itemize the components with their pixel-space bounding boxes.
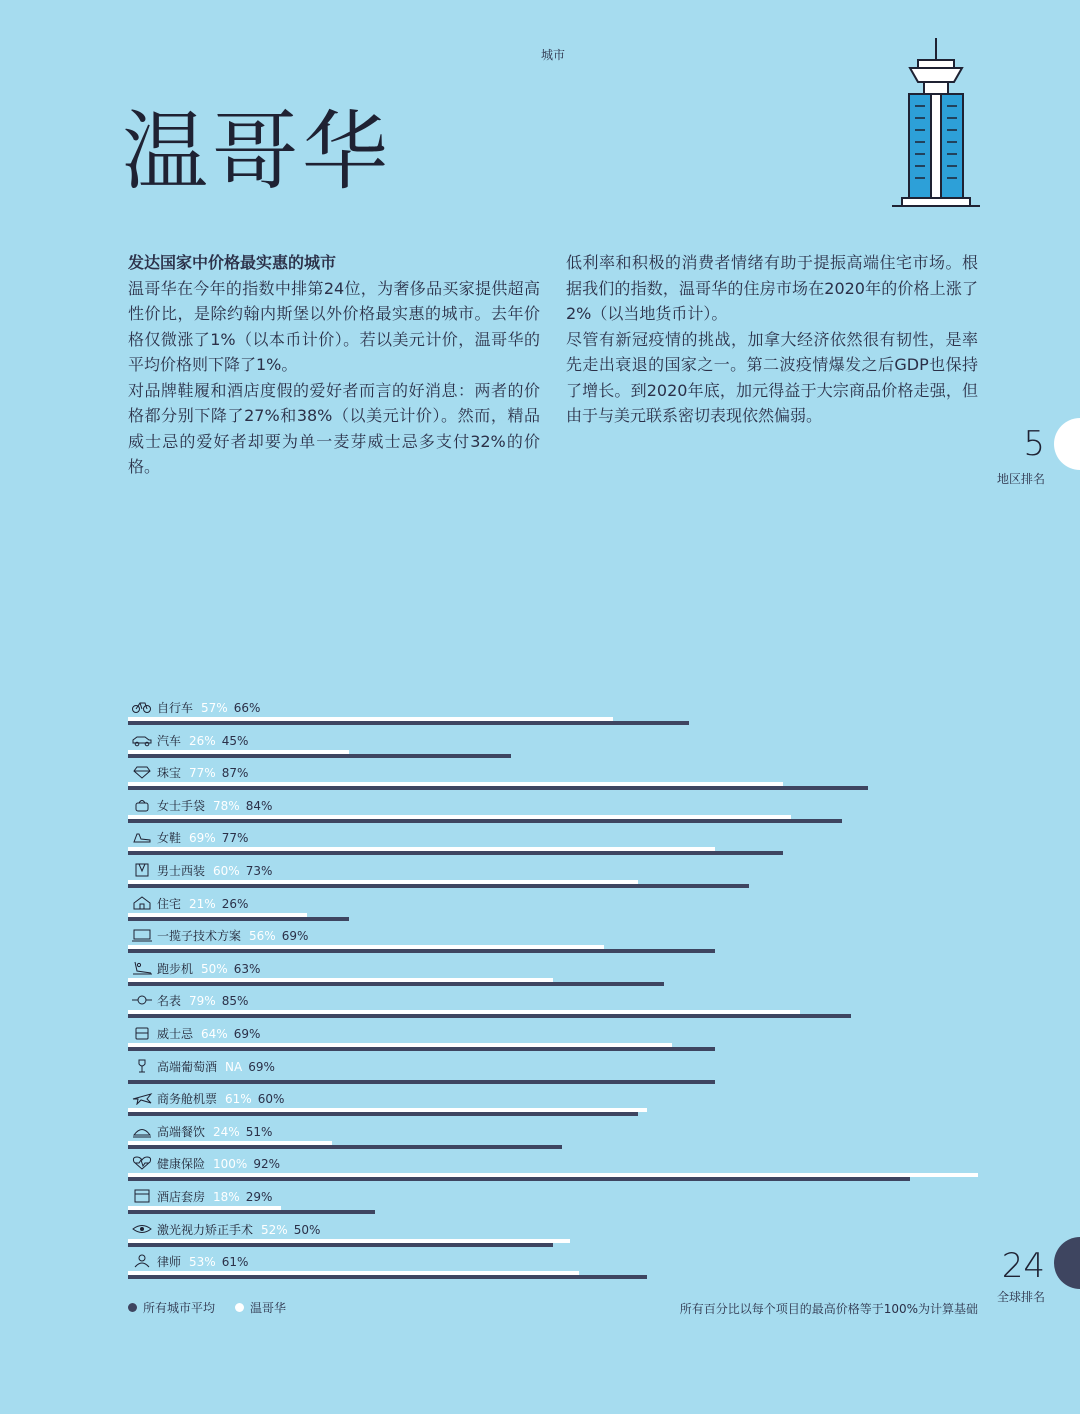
handbag-icon bbox=[131, 798, 153, 812]
chart-row bbox=[0, 983, 1080, 1015]
row-label-group bbox=[157, 1253, 248, 1270]
category-label: 男士西装 bbox=[157, 864, 206, 878]
average-value-label: 69% bbox=[233, 1027, 261, 1041]
chart-footnote: 所有百分比以每个项目的最高价格等于100%为计算基础 bbox=[679, 1302, 978, 1316]
legend-swatch-average bbox=[128, 1303, 137, 1312]
city-title: 温哥华 bbox=[122, 102, 392, 202]
category-label: 跑步机 bbox=[157, 961, 194, 976]
bicycle-icon bbox=[131, 700, 153, 714]
vancouver-tower-illustration bbox=[888, 38, 984, 210]
wine-glass-icon bbox=[131, 1059, 153, 1073]
city-value-label: 69% bbox=[189, 831, 216, 846]
chart-row bbox=[0, 1016, 1080, 1048]
article-paragraph: 低利率和积极的消费者情绪有助于提振高端住宅市场。根据我们的指数，温哥华的住房市场在2020年的价格上涨了2%（以当地货币计）。 bbox=[566, 253, 978, 323]
city-value-label: 56% bbox=[249, 929, 276, 944]
treadmill-icon bbox=[131, 961, 153, 975]
average-value-label: 69% bbox=[281, 929, 309, 944]
category-label: 女鞋 bbox=[157, 831, 182, 846]
average-value-label: 69% bbox=[248, 1059, 275, 1074]
category-label: 高端餐饮 bbox=[157, 1124, 206, 1139]
chart-row bbox=[0, 1212, 1080, 1244]
car-icon bbox=[131, 733, 153, 747]
laser-eye-icon bbox=[131, 1222, 153, 1236]
row-label-group bbox=[157, 895, 248, 912]
laptop-icon bbox=[131, 928, 153, 942]
chart-row bbox=[0, 1244, 1080, 1276]
heel-shoe-icon bbox=[131, 830, 153, 844]
city-value-label: 57% bbox=[201, 701, 228, 715]
average-value-label: 50% bbox=[293, 1222, 321, 1237]
row-label-group bbox=[157, 1058, 275, 1075]
chart-row bbox=[0, 1081, 1080, 1113]
dining-icon bbox=[131, 1124, 153, 1138]
city-value-label: 52% bbox=[261, 1222, 288, 1237]
region-rank-value: 5 bbox=[1023, 424, 1045, 464]
row-label-group bbox=[157, 797, 272, 814]
chart-row bbox=[0, 951, 1080, 983]
price-comparison-bar-chart bbox=[0, 690, 1080, 1290]
category-label: 商务舱机票 bbox=[157, 1092, 218, 1107]
city-value-label: 64% bbox=[201, 1027, 228, 1041]
chart-row bbox=[0, 1049, 1080, 1081]
row-label-group bbox=[157, 1025, 260, 1042]
chart-legend bbox=[128, 1299, 286, 1316]
row-label-group bbox=[157, 927, 308, 944]
average-value-label: 51% bbox=[245, 1124, 273, 1139]
row-label-group bbox=[157, 960, 260, 977]
city-value-label: 53% bbox=[189, 1255, 216, 1270]
average-value-label: 45% bbox=[221, 733, 249, 748]
city-value-label: 24% bbox=[213, 1124, 240, 1139]
article-right-column bbox=[566, 250, 978, 429]
city-value-label: 79% bbox=[189, 994, 216, 1009]
average-value-label: 92% bbox=[253, 1157, 280, 1172]
article-paragraph: 尽管有新冠疫情的挑战，加拿大经济依然很有韧性，是率先走出衰退的国家之一。第二波疫情爆发之后GDP也保持了增长。到2020年底，加元得益于大宗商品价格走强，但由于与美元联系密切表现依然偏弱。 bbox=[566, 329, 978, 425]
category-label: 律师 bbox=[157, 1255, 182, 1270]
category-label: 高端葡萄酒 bbox=[157, 1059, 218, 1074]
average-value-label: 84% bbox=[245, 798, 273, 813]
legend-item-city bbox=[235, 1299, 286, 1316]
average-value-label: 73% bbox=[245, 864, 273, 878]
chart-row bbox=[0, 820, 1080, 852]
average-value-label: 29% bbox=[245, 1190, 273, 1204]
average-value-label: 85% bbox=[221, 994, 249, 1009]
category-label: 珠宝 bbox=[157, 766, 182, 781]
city-value-label: 50% bbox=[201, 961, 228, 976]
city-value-label: 78% bbox=[213, 798, 240, 813]
category-label: 汽车 bbox=[157, 733, 182, 748]
city-value-label: 100% bbox=[213, 1157, 248, 1172]
row-label-group bbox=[157, 1188, 272, 1205]
average-value-label: 87% bbox=[221, 766, 249, 781]
city-value-label: 26% bbox=[189, 733, 216, 748]
house-icon bbox=[131, 896, 153, 910]
lawyer-icon bbox=[131, 1254, 153, 1268]
row-label-group bbox=[157, 699, 260, 716]
average-value-label: 77% bbox=[221, 831, 249, 846]
category-label: 一揽子技术方案 bbox=[157, 929, 242, 944]
chart-row bbox=[0, 853, 1080, 885]
row-label-group bbox=[157, 1221, 320, 1238]
average-value-label: 63% bbox=[233, 961, 261, 976]
chart-row bbox=[0, 755, 1080, 787]
category-label: 酒店套房 bbox=[157, 1190, 206, 1204]
category-label: 激光视力矫正手术 bbox=[157, 1222, 254, 1237]
row-label-group bbox=[157, 1090, 284, 1107]
chart-row bbox=[0, 690, 1080, 722]
chart-row bbox=[0, 918, 1080, 950]
legend-item-average bbox=[128, 1299, 215, 1316]
airplane-icon bbox=[131, 1091, 153, 1105]
category-label: 女士手袋 bbox=[157, 798, 206, 813]
city-value-label: 18% bbox=[213, 1190, 240, 1204]
category-label: 威士忌 bbox=[157, 1027, 194, 1041]
global-rank-caption: 全球排名 bbox=[996, 1290, 1045, 1304]
row-label-group bbox=[157, 992, 248, 1009]
average-value-label: 26% bbox=[221, 896, 249, 911]
legend-label-average: 所有城市平均 bbox=[143, 1301, 216, 1315]
average-value-label: 60% bbox=[257, 1092, 285, 1107]
category-label: 住宅 bbox=[157, 896, 182, 911]
region-rank-caption: 地区排名 bbox=[996, 472, 1045, 486]
row-label-group bbox=[157, 1123, 272, 1140]
article-paragraph: 温哥华在今年的指数中排第24位，为奢侈品买家提供超高性价比，是除约翰内斯堡以外价格最实惠的城市。去年价格仅微涨了1%（以本币计价）。若以美元计价，温哥华的平均价格则下降了1%。 bbox=[128, 278, 540, 374]
row-label-group bbox=[157, 732, 248, 749]
chart-row bbox=[0, 723, 1080, 755]
average-bar bbox=[128, 1275, 647, 1279]
row-label-group bbox=[157, 862, 272, 879]
legend-label-city: 温哥华 bbox=[250, 1301, 287, 1315]
article-paragraph: 对品牌鞋履和酒店度假的爱好者而言的好消息：两者的价格都分别下降了27%和38%（以美元计价）。然而，精品威士忌的爱好者却要为单一麦芽威士忌多支付32%的价格。 bbox=[128, 380, 540, 476]
chart-row bbox=[0, 1146, 1080, 1178]
watch-icon bbox=[131, 993, 153, 1007]
chart-row bbox=[0, 788, 1080, 820]
average-value-label: 66% bbox=[233, 701, 261, 715]
heart-health-icon bbox=[131, 1156, 153, 1170]
average-value-label: 61% bbox=[221, 1255, 249, 1270]
row-label-group bbox=[157, 1155, 280, 1172]
city-value-label: 21% bbox=[189, 896, 216, 911]
row-label-group bbox=[157, 764, 248, 781]
row-label-group bbox=[157, 829, 248, 846]
hotel-icon bbox=[131, 1189, 153, 1203]
category-label: 健康保险 bbox=[157, 1157, 206, 1172]
city-value-label: NA bbox=[225, 1059, 243, 1074]
article-subhead: 发达国家中价格最实惠的城市 bbox=[128, 253, 337, 272]
chart-row bbox=[0, 1179, 1080, 1211]
city-value-label: 61% bbox=[225, 1092, 252, 1107]
legend-swatch-city bbox=[235, 1303, 244, 1312]
region-rank-tab bbox=[1054, 418, 1080, 470]
category-label: 名表 bbox=[157, 994, 182, 1009]
chart-row bbox=[0, 886, 1080, 918]
chart-row bbox=[0, 1114, 1080, 1146]
city-value-label: 60% bbox=[213, 864, 240, 878]
section-label: 城市 bbox=[540, 48, 565, 62]
diamond-icon bbox=[131, 765, 153, 779]
whisky-icon bbox=[131, 1026, 153, 1040]
article-left-column bbox=[128, 250, 540, 480]
city-value-label: 77% bbox=[189, 766, 216, 781]
category-label: 自行车 bbox=[157, 701, 194, 715]
suit-icon bbox=[131, 863, 153, 877]
global-rank-value: 24 bbox=[1001, 1246, 1045, 1286]
